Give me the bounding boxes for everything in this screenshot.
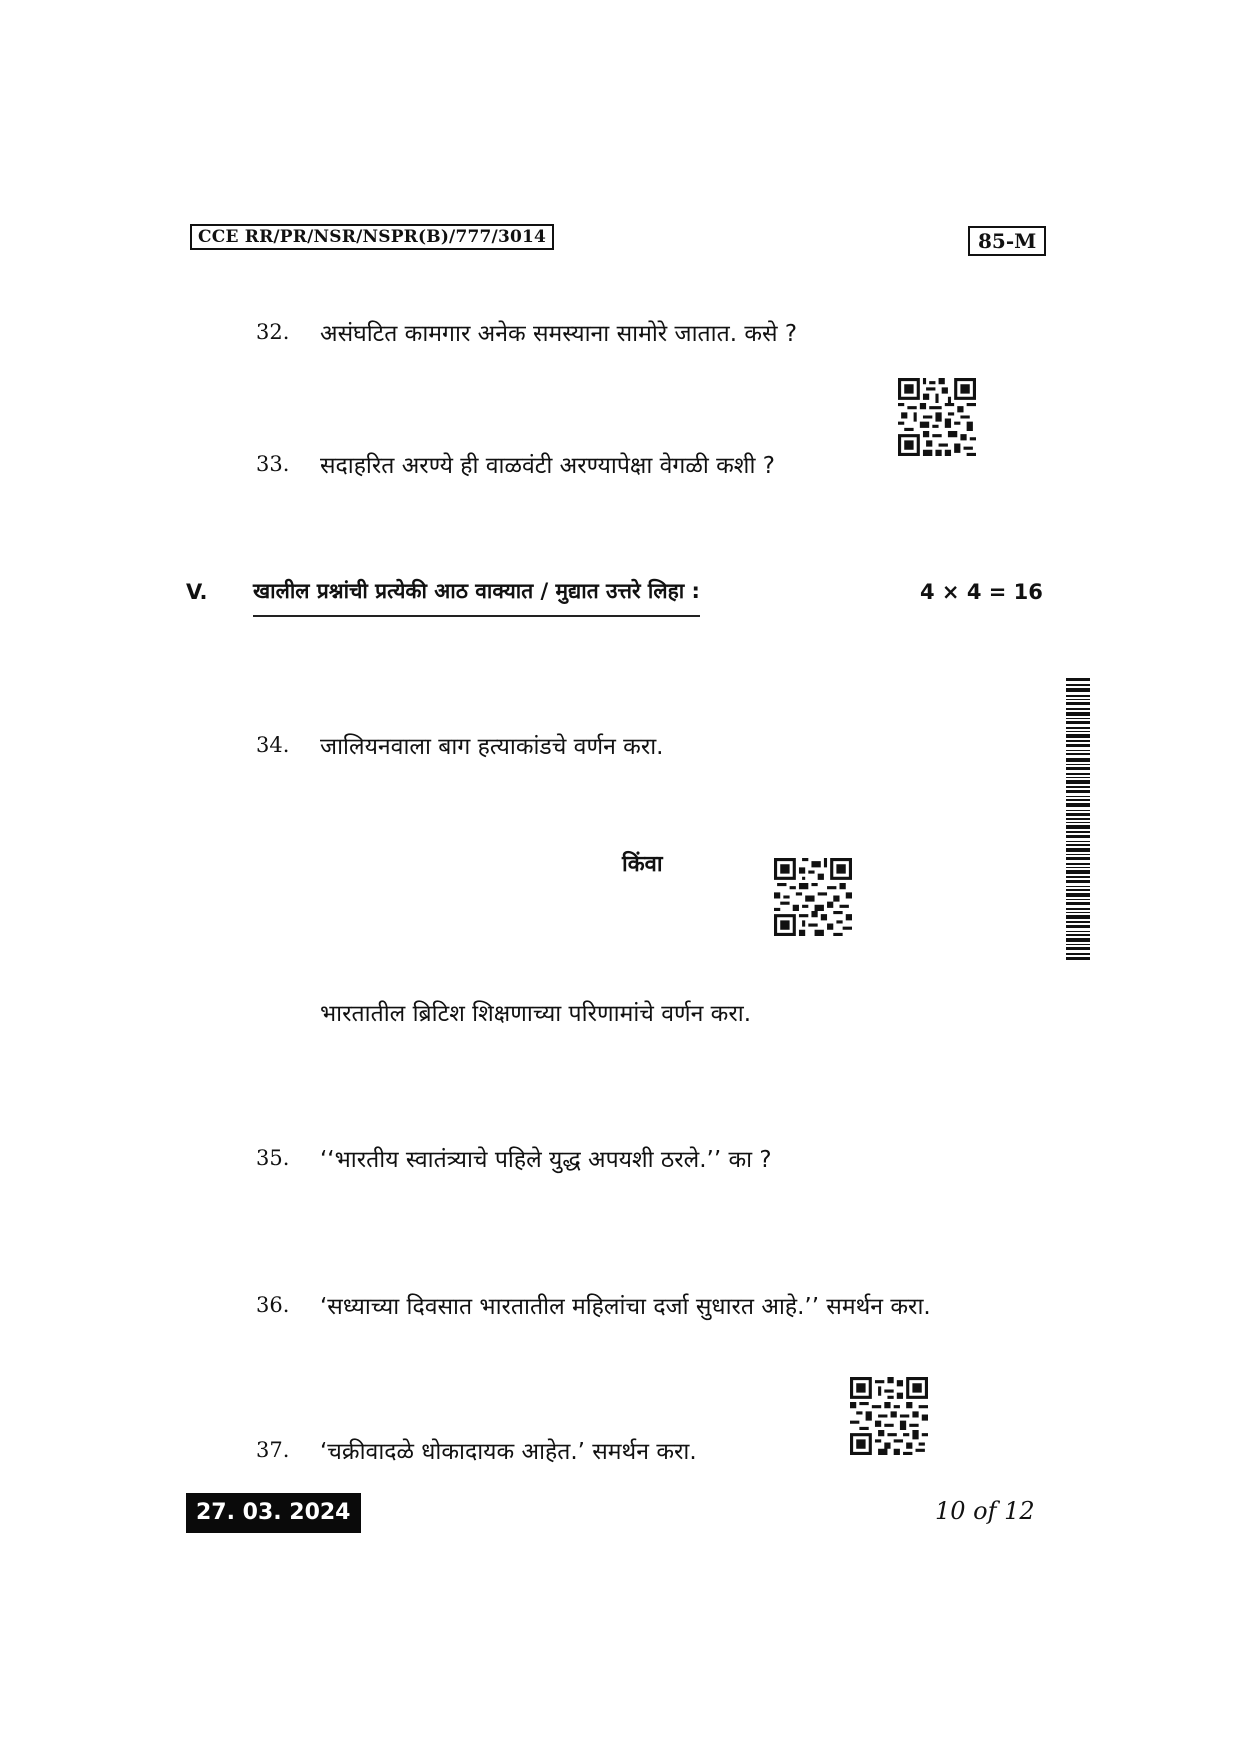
section-marks: 4 × 4 = 16 <box>920 580 1043 604</box>
page-number: 10 of 12 <box>935 1497 1035 1525</box>
qr-code-icon <box>774 858 852 936</box>
question-number-33: 33. <box>256 452 290 476</box>
question-text-35: ‘‘भारतीय स्वातंत्र्याचे पहिले युद्ध अपयशी ठरले.’’ का ? <box>320 1147 772 1173</box>
question-number-37: 37. <box>256 1438 290 1462</box>
question-number-35: 35. <box>256 1146 290 1170</box>
barcode-icon <box>1066 678 1090 960</box>
paper-code: CCE RR/PR/NSR/NSPR(B)/777/3014 <box>190 224 554 250</box>
section-title: खालील प्रश्नांची प्रत्येकी आठ वाक्यात / मुद्यात उत्तरे लिहा : <box>253 577 700 617</box>
question-text-32: असंघटित कामगार अनेक समस्याना सामोरे जातात. कसे ? <box>320 321 798 347</box>
question-number-32: 32. <box>256 320 290 344</box>
or-label: किंवा <box>622 852 663 877</box>
subject-code: 85-M <box>968 226 1046 256</box>
question-text-34-alternative: भारतातील ब्रिटिश शिक्षणाच्या परिणामांचे वर्णन करा. <box>320 1001 752 1027</box>
question-number-34: 34. <box>256 733 290 757</box>
question-text-34: जालियनवाला बाग हत्याकांडचे वर्णन करा. <box>320 734 664 760</box>
question-text-37: ‘चक्रीवादळे धोकादायक आहेत.’ समर्थन करा. <box>320 1439 697 1465</box>
question-text-36: ‘सध्याच्या दिवसात भारतातील महिलांचा दर्जा सुधारत आहे.’’ समर्थन करा. <box>320 1294 931 1320</box>
qr-code-icon <box>898 378 976 456</box>
question-text-33: सदाहरित अरण्ये ही वाळवंटी अरण्यापेक्षा वेगळी कशी ? <box>320 453 775 479</box>
question-number-36: 36. <box>256 1293 290 1317</box>
exam-date: 27. 03. 2024 <box>186 1493 361 1533</box>
section-number: V. <box>186 580 208 604</box>
qr-code-icon <box>850 1377 928 1455</box>
